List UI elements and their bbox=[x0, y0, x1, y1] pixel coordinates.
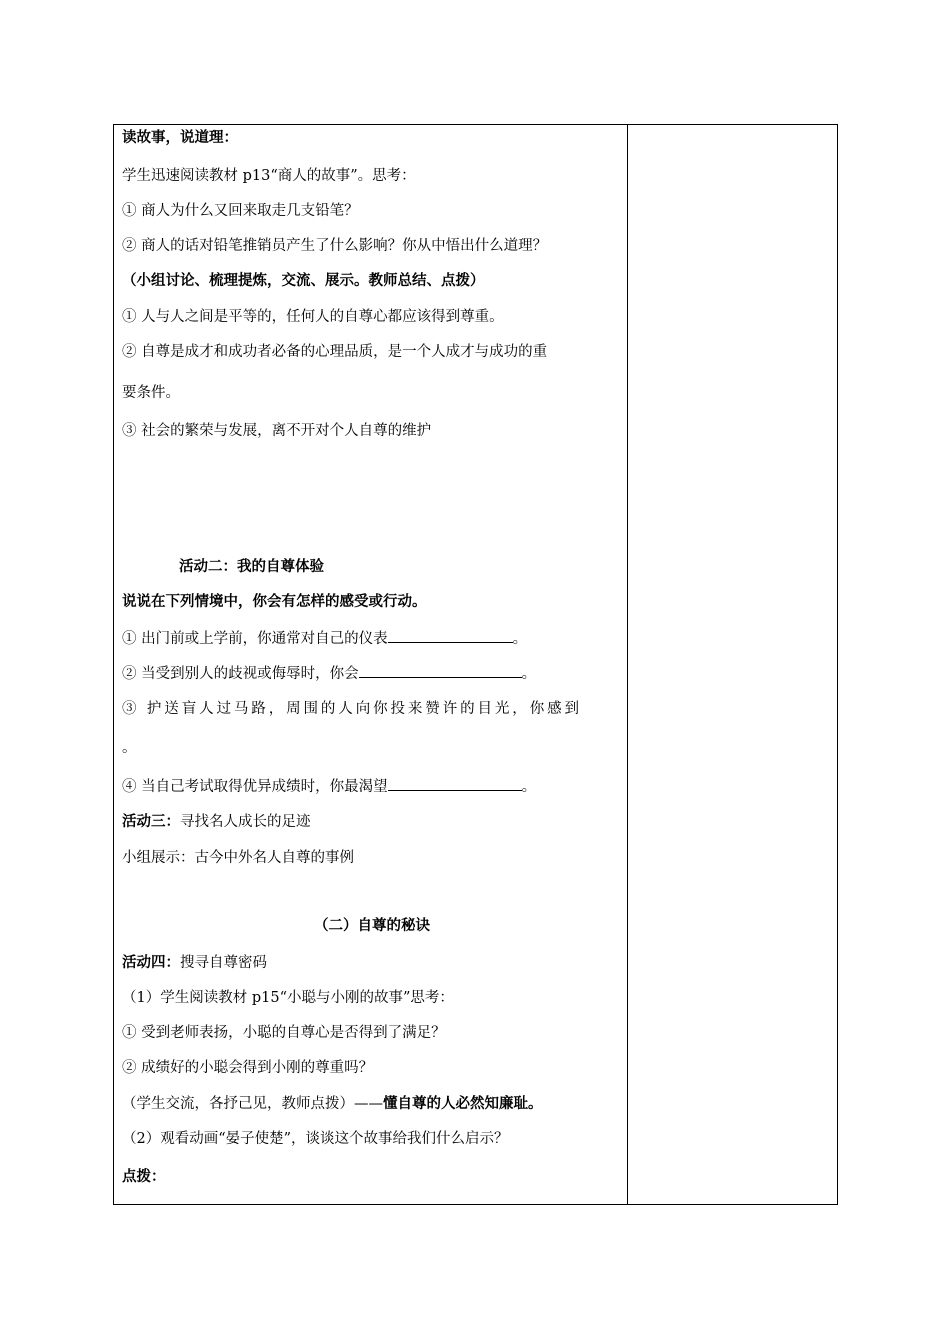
fill-line: ② 当受到别人的歧视或侮辱时，你会 。 bbox=[122, 663, 536, 684]
text-line: 要条件。 bbox=[122, 385, 180, 401]
text-line: ② 自尊是成才和成功者必备的心理品质，是一个人成才与成功的重 bbox=[122, 344, 548, 360]
section-heading: 读故事，说道理： bbox=[122, 129, 238, 146]
lesson-table bbox=[113, 124, 838, 1205]
instruction-line: （小组讨论、梳理提炼，交流、展示。教师总结、点拨） bbox=[122, 272, 485, 289]
activity-four-line: 活动四：搜寻自尊密码 bbox=[122, 954, 267, 971]
activity-two-heading: 活动二：我的自尊体验 bbox=[179, 558, 324, 575]
fill-line: ① 出门前或上学前，你通常对自己的仪表 。 bbox=[122, 628, 527, 649]
text-line: 。 bbox=[122, 740, 137, 756]
text-line: ③ 社会的繁荣与发展，离不开对个人自尊的维护 bbox=[122, 423, 432, 439]
text-line: ① 商人为什么又回来取走几支铅笔？ bbox=[122, 203, 359, 219]
text-line: 学生迅速阅读教材 p13“商人的故事”。思考： bbox=[122, 168, 416, 184]
text-line: ① 受到老师表扬，小聪的自尊心是否得到了满足？ bbox=[122, 1025, 446, 1041]
section-title: （二）自尊的秘诀 bbox=[314, 917, 430, 934]
text-line: ② 商人的话对铅笔推销员产生了什么影响？你从中悟出什么道理？ bbox=[122, 238, 548, 254]
answer-blank[interactable] bbox=[359, 663, 522, 678]
prompt-line: 说说在下列情境中，你会有怎样的感受或行动。 bbox=[122, 593, 427, 610]
answer-blank[interactable] bbox=[388, 628, 513, 643]
text-line: （2）观看动画“晏子使楚”，谈谈这个故事给我们什么启示？ bbox=[122, 1131, 509, 1147]
answer-blank[interactable] bbox=[388, 776, 522, 791]
conclusion-line: （学生交流，各抒己见，教师点拨）——懂自尊的人必然知廉耻。 bbox=[122, 1095, 543, 1112]
activity-three-line: 活动三：寻找名人成长的足迹 bbox=[122, 813, 311, 830]
text-line: ③ 护送盲人过马路，周围的人向你投来赞许的目光，你感到 bbox=[122, 701, 582, 717]
text-line: 小组展示：古今中外名人自尊的事例 bbox=[122, 850, 354, 866]
fill-line: ④ 当自己考试取得优异成绩时，你最渴望 。 bbox=[122, 776, 536, 797]
text-line: （1）学生阅读教材 p15“小聪与小刚的故事”思考： bbox=[122, 990, 454, 1006]
column-divider bbox=[627, 125, 628, 1204]
hint-label: 点拨： bbox=[122, 1168, 166, 1185]
text-line: ① 人与人之间是平等的，任何人的自尊心都应该得到尊重。 bbox=[122, 309, 504, 325]
text-line: ② 成绩好的小聪会得到小刚的尊重吗？ bbox=[122, 1060, 374, 1076]
